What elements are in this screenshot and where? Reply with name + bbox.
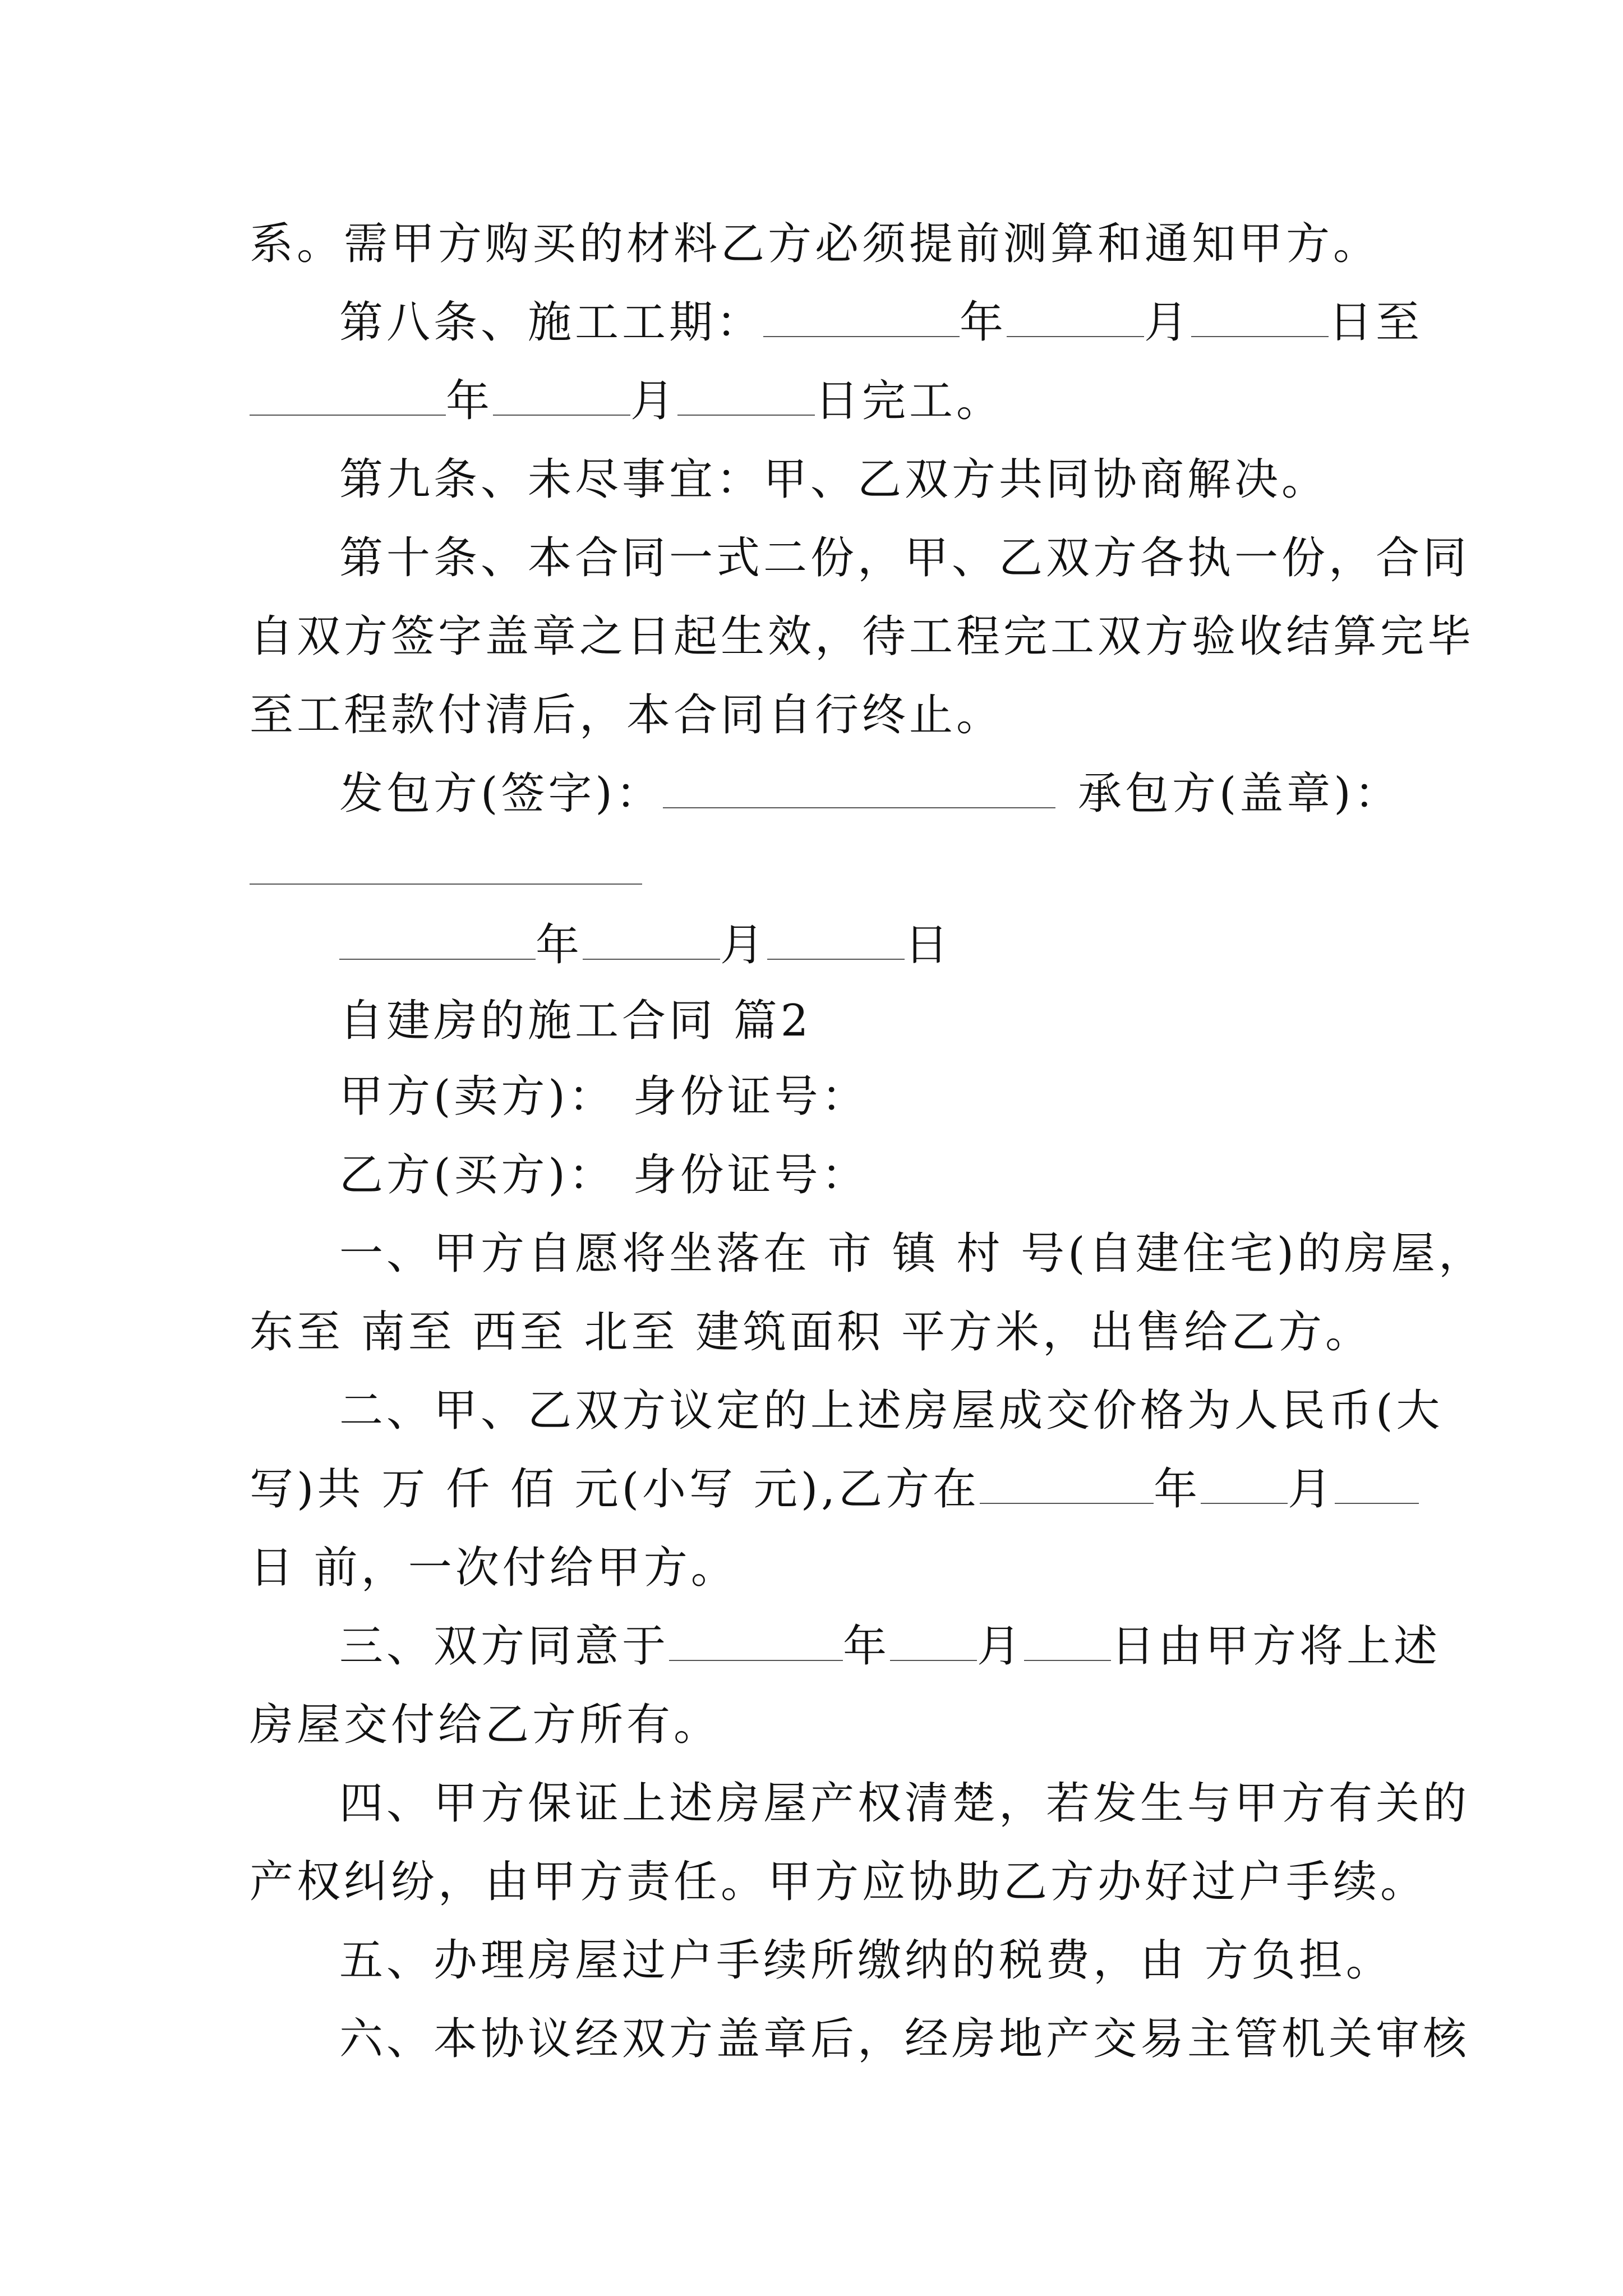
text-segment: 四、甲方保证上述房屋产权清楚，若发生与甲方有关的 [339,1778,1470,1829]
text-line [250,213,1388,275]
text-line [250,1851,1428,1913]
text-line [339,292,1478,353]
text-segment: 自双方签字盖章之日起生效，待工程完工双方验收结算完毕 [250,611,1475,662]
text-segment: 三、双方同意于 [339,1621,670,1672]
text-line [339,527,1478,589]
text-line [339,1773,1478,1834]
text-line [339,449,1478,510]
blank-line [980,1462,1154,1504]
text-line [250,606,1475,668]
text-segment: 日 前，一次付给甲方。 [250,1543,738,1593]
text-line [339,1380,1478,1442]
text-segment: 一、甲方自愿将坐落在 市 镇 村 号(自建住宅)的房屋， [339,1228,1486,1279]
text-segment: 月 [977,1621,1025,1672]
blank-line [1335,1462,1419,1504]
text-line [250,1301,1388,1363]
text-segment: 日由甲方将上述 [1111,1621,1441,1672]
text-line [339,1144,1478,1206]
text-segment: 自建房的施工合同 篇2 [339,996,812,1046]
text-segment: 日至 [1329,297,1423,348]
text-segment: 系。需甲方购买的材料乙方必须提前测算和通知甲方。 [250,219,1381,269]
text-segment: 第十条、本合同一式二份，甲、乙双方各执一份，合同 [339,533,1470,583]
text-segment: 甲方(卖方)： 身份证号： [339,1071,869,1122]
text-segment: 月 [630,376,678,426]
text-segment: 六、本协议经双方盖章后，经房地产交易主管机关审核 [339,2014,1470,2064]
text-line [339,1223,1486,1285]
text-line [250,1694,1388,1756]
signature-blank [250,884,642,885]
section-heading [339,990,1478,1052]
text-segment: 日完工。 [815,376,1004,426]
text-segment: 第九条、未尽事宜：甲、乙双方共同协商解决。 [339,454,1329,505]
text-line [250,1537,1388,1599]
blank-line [1201,1462,1288,1504]
text-line [339,763,1478,825]
text-segment: 至工程款付清后，本合同自行终止。 [250,690,1004,740]
blank-line [493,374,630,416]
text-segment: 年 [843,1621,891,1672]
text-segment: 年 [446,376,494,426]
text-line [250,1458,1388,1520]
text-line [339,2008,1478,2070]
text-line [339,1616,1478,1677]
text-segment: 月 [1144,297,1192,348]
blank-line [767,918,905,960]
text-segment: 房屋交付给乙方所有。 [250,1700,721,1750]
blank-line [339,918,536,960]
blank-line [890,1619,977,1661]
text-line [339,1930,1478,1991]
text-segment: 五、办理房屋过户手续所缴纳的税费，由 方负担。 [339,1935,1393,1986]
text-segment: 乙方(买方)： 身份证号： [339,1150,869,1200]
text-segment: 月 [720,920,768,970]
text-segment: 日 [905,920,952,970]
text-segment: 第八条、施工工期： [339,297,764,348]
blank-line [677,374,815,416]
text-segment: 月 [1288,1464,1335,1515]
text-line [339,914,1478,976]
signature-blank [663,767,1055,808]
text-line [250,684,1388,746]
text-segment: 发包方(签字)： [339,769,663,819]
text-segment: 年 [1154,1464,1201,1515]
text-segment: 写)共 万 仟 佰 元(小写 元),乙方在 [250,1464,980,1515]
blank-line [763,296,960,337]
text-segment: 承包方(盖章)： [1077,769,1401,819]
text-line [339,1066,1478,1128]
text-segment: 二、甲、乙双方议定的上述房屋成交价格为人民币(大 [339,1386,1444,1436]
blank-line [583,918,720,960]
blank-line [1007,296,1144,337]
text-segment: 东至 南至 西至 北至 建筑面积 平方米，出售给乙方。 [250,1307,1372,1358]
text-segment: 年 [960,297,1007,348]
blank-line [1024,1619,1111,1661]
text-line [250,370,1388,432]
blank-line [250,374,446,416]
blank-line [1191,296,1329,337]
text-segment: 年 [536,920,583,970]
blank-line [669,1619,843,1661]
text-segment: 产权纠纷，由甲方责任。甲方应协助乙方办好过户手续。 [250,1857,1428,1907]
